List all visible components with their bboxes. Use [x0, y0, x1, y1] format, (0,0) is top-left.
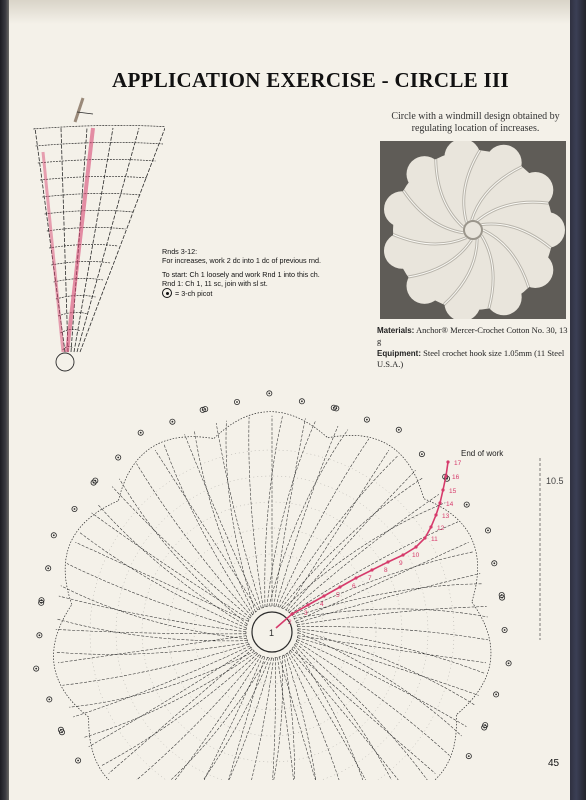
stitch-column — [59, 596, 246, 632]
picot-dot — [35, 668, 37, 670]
stitch-column — [294, 609, 488, 619]
stitch-column — [69, 651, 254, 707]
round-number: 6 — [352, 583, 356, 590]
picot-dot — [77, 760, 79, 762]
start-text: To start: Ch 1 loosely and work Rnd 1 into this ch. — [162, 270, 320, 279]
increase-point — [429, 525, 432, 528]
picot-dot — [48, 699, 50, 701]
round-number: 9 — [399, 560, 403, 567]
picot-dot — [204, 408, 206, 410]
picot-symbol-icon — [162, 288, 172, 298]
increase-point — [290, 612, 293, 615]
stitch-column — [294, 647, 376, 781]
increase-point — [306, 603, 309, 606]
stitch-column — [297, 638, 478, 696]
scallop-edge — [328, 435, 424, 498]
stitch-column — [142, 658, 268, 780]
stitch-column — [277, 657, 300, 780]
increase-path — [276, 462, 448, 628]
picot-dot — [483, 727, 485, 729]
round-number: 7 — [368, 575, 372, 582]
round-number: 4 — [320, 601, 324, 608]
instruction-notes — [162, 247, 362, 303]
stitch-column — [194, 430, 254, 613]
wedge-increase-band — [43, 152, 63, 352]
page-number: 45 — [548, 758, 560, 769]
picot-dot — [466, 504, 468, 506]
stitch-column — [58, 636, 246, 663]
stitch-column — [125, 655, 260, 780]
stitch-column — [201, 658, 272, 780]
wedge-row — [45, 210, 133, 214]
picot-dot — [60, 729, 62, 731]
materials-label: Materials: — [377, 326, 415, 335]
stitch-column — [89, 648, 251, 747]
round-number: 2 — [288, 619, 292, 626]
stitch-column — [109, 649, 253, 774]
wedge-row — [42, 193, 140, 197]
picot-dot — [74, 508, 76, 510]
materials-text: Anchor® Mercer-Crochet Cotton No. 30, 13 g — [377, 325, 568, 346]
picot-dot — [333, 407, 335, 409]
increase-point — [370, 568, 373, 571]
picot-dot — [172, 421, 174, 423]
wedge-column — [80, 128, 165, 352]
round-number: 5 — [336, 592, 340, 599]
round-1-text: Rnd 1: Ch 1, 11 sc, join with sl st. — [162, 279, 268, 288]
doily-photo — [380, 141, 566, 319]
picot-dot — [508, 662, 510, 664]
stitch-column — [295, 645, 404, 780]
picot-dot — [504, 629, 506, 631]
round-number: 17 — [454, 460, 462, 467]
stitch-column — [283, 503, 445, 609]
wedge-row — [36, 142, 163, 146]
stitch-column — [296, 574, 480, 623]
stitch-column — [290, 651, 411, 781]
scallop-edge — [382, 715, 456, 780]
stitch-column — [269, 430, 348, 607]
stitch-column — [267, 420, 316, 606]
doily-scallop — [486, 145, 522, 181]
increase-point — [386, 560, 389, 563]
increase-point — [338, 585, 341, 588]
stitch-column — [57, 643, 248, 655]
picot-dot — [493, 562, 495, 564]
round-number: 3 — [304, 610, 308, 617]
stitch-column — [274, 418, 306, 606]
equipment-label: Equipment: — [377, 349, 421, 358]
stitch-column — [137, 464, 252, 617]
wedge-row — [54, 278, 103, 282]
round-number: 11 — [431, 536, 438, 543]
picot-legend: = 3-ch picot — [175, 289, 213, 298]
round-number: 16 — [452, 474, 460, 481]
picot-dot — [421, 453, 423, 455]
stitch-column — [102, 654, 258, 766]
stitch-column — [98, 504, 247, 626]
round-number: 13 — [442, 513, 450, 520]
stitch-column — [297, 640, 467, 727]
doily-scallop — [384, 191, 420, 227]
wedge-row — [38, 159, 156, 163]
stitch-column — [56, 629, 246, 633]
crochet-chart — [0, 380, 586, 780]
picot-dot — [501, 597, 503, 599]
picot-dot — [53, 534, 55, 536]
stitch-column — [216, 423, 261, 608]
stitch-column — [286, 450, 389, 610]
end-of-work-label: End of work — [461, 449, 504, 458]
increase-point — [441, 488, 444, 491]
picot-dot — [495, 694, 497, 696]
wedge-row — [40, 176, 148, 180]
photo-caption: Circle with a windmill design obtained by regulating location of increases. — [391, 111, 560, 134]
increase-point — [434, 513, 437, 516]
picot-dot — [301, 400, 303, 402]
stitch-column — [276, 426, 338, 606]
increase-point — [446, 460, 449, 463]
stitch-column — [155, 450, 258, 610]
scallop-edge — [214, 412, 328, 439]
stitch-column — [80, 533, 246, 628]
picot-dot — [468, 755, 470, 757]
stitch-column — [265, 416, 283, 607]
page-title: APPLICATION EXERCISE - CIRCLE III — [112, 68, 509, 92]
round-number: 14 — [446, 501, 454, 508]
increase-point — [414, 545, 417, 548]
stitch-column — [296, 641, 449, 755]
stitch-column — [119, 479, 247, 624]
stitch-column — [151, 656, 261, 780]
stitch-column — [296, 542, 469, 621]
stitch-column — [67, 564, 246, 630]
scallop-edge — [65, 501, 118, 605]
picot-dot — [39, 634, 41, 636]
stitch-column — [73, 646, 250, 717]
scallop-edge — [89, 717, 164, 780]
stitch-column — [280, 456, 398, 607]
stitch-column — [296, 643, 429, 780]
wedge-row — [56, 295, 96, 299]
picot-dot — [398, 429, 400, 431]
increase-point — [438, 501, 441, 504]
rounds-text: For increases, work 2 dc into 1 dc of previous rnd. — [162, 256, 321, 265]
round-number: 15 — [449, 488, 457, 495]
increase-point — [322, 594, 325, 597]
increase-point — [354, 576, 357, 579]
round-number: 8 — [384, 567, 388, 574]
picot-dot — [47, 567, 49, 569]
wedge-row — [49, 244, 118, 248]
picot-dot — [487, 530, 489, 532]
materials-block — [377, 325, 572, 369]
crochet-hook — [75, 98, 83, 122]
picot-dot — [94, 480, 96, 482]
stitch-column — [284, 655, 295, 780]
stitch-column — [298, 627, 489, 640]
doily-scallop — [529, 212, 565, 248]
rounds-heading: Rnds 3-12: — [162, 247, 198, 256]
wedge-column — [61, 128, 68, 352]
stitch-column — [298, 636, 486, 663]
round-number: 12 — [437, 525, 445, 532]
picot-dot — [268, 393, 270, 395]
center-label: 1 — [269, 628, 275, 638]
measurement-label: 10.5 — [546, 476, 564, 486]
stitch-column — [92, 513, 250, 620]
stitch-column — [83, 653, 256, 738]
increase-point — [423, 536, 426, 539]
stitch-column — [112, 487, 250, 618]
equipment-text: Steel crochet hook size 1.05mm (11 Steel U.S.A.) — [377, 348, 565, 369]
stitch-column — [185, 434, 260, 609]
wedge-row — [33, 125, 165, 129]
stitch-column — [297, 607, 487, 625]
wedge-row — [47, 227, 126, 231]
stitch-column — [278, 439, 369, 607]
stitch-column — [256, 656, 282, 780]
wedge-center-ring — [56, 353, 74, 371]
round-number: 10 — [412, 552, 420, 559]
wedge-column — [77, 128, 139, 352]
page-top-shadow — [0, 0, 586, 24]
stitch-column — [298, 633, 462, 736]
scallop-edge — [119, 437, 214, 501]
stitch-column — [288, 470, 416, 611]
picot-dot — [117, 457, 119, 459]
scallop-edge — [456, 602, 491, 715]
stitch-column — [287, 653, 354, 780]
picot-dot — [236, 401, 238, 403]
increase-point — [401, 553, 404, 556]
stitch-column — [75, 542, 248, 621]
stitch-column — [63, 644, 250, 685]
stitch-column — [61, 586, 247, 639]
picot-dot — [140, 432, 142, 434]
increase-point — [444, 474, 447, 477]
stitch-column — [233, 658, 273, 780]
stitch-column — [249, 417, 263, 608]
increase-wedge-diagram — [15, 92, 165, 382]
picot-dot — [41, 599, 43, 601]
picot-dot — [366, 419, 368, 421]
